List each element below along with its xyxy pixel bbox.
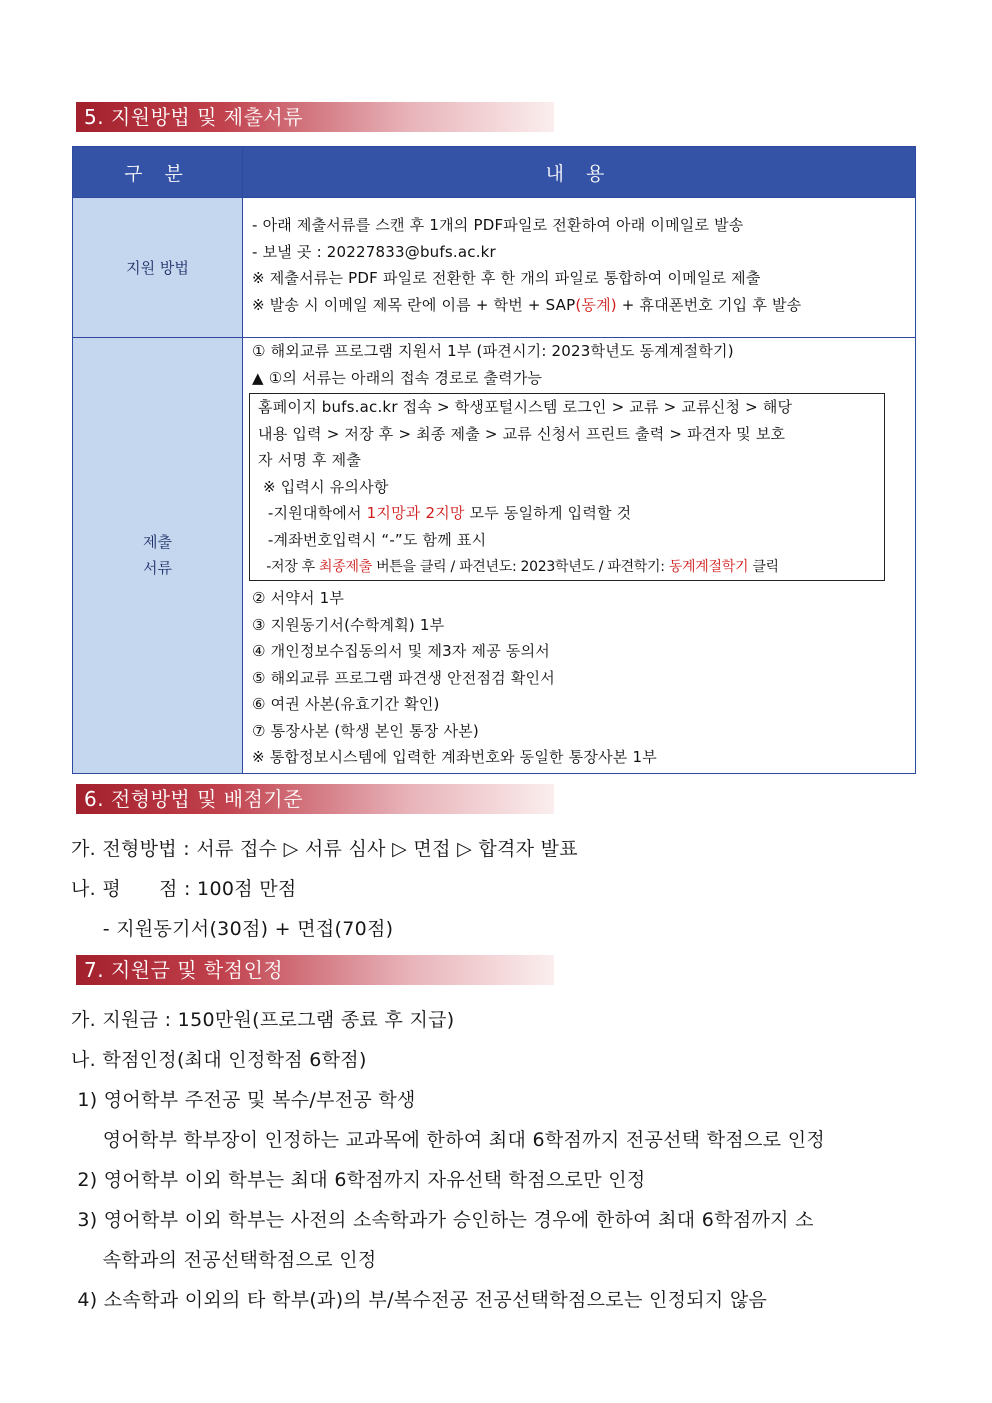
section-7-line-6: 3) 영어학부 이외 학부는 사전의 소속학과가 승인하는 경우에 한하여 최대 6학점까지 소 xyxy=(71,1209,814,1231)
method-line-1: - 아래 제출서류를 스캔 후 1개의 PDF파일로 전환하여 아래 이메일로 발송 xyxy=(252,216,744,234)
table-header-row xyxy=(73,147,916,198)
input-note-1-highlight: 1지망과 2지망 xyxy=(366,504,465,523)
header-category: 구 분 xyxy=(73,147,243,198)
section-7-line-7: 속학과의 전공선택학점으로 인정 xyxy=(71,1249,377,1271)
section-7-line-4: 영어학부 학부장이 인정하는 교과목에 한하여 최대 6학점까지 전공선택 학점으로 인정 xyxy=(71,1129,826,1151)
input-note-3-part-c: 클릭 xyxy=(748,558,779,575)
method-line-4-highlight: (동계) xyxy=(575,295,617,314)
input-note-3-part-b: 버튼을 클릭 / 파견년도: 2023학년도 / 파견학기: xyxy=(371,558,669,575)
row-label-method: 지원 방법 xyxy=(73,198,243,338)
method-line-4-part-a: ※ 발송 시 이메일 제목 란에 이름 + 학번 + SAP xyxy=(252,295,576,314)
input-note-3-highlight-2: 동계계절학기 xyxy=(668,558,749,575)
document-item-3: ③ 지원동기서(수학계획) 1부 xyxy=(252,615,445,634)
method-line-3: ※ 제출서류는 PDF 파일로 전환한 후 한 개의 파일로 통합하여 이메일로 제출 xyxy=(252,269,761,287)
section-6-line-3: - 지원동기서(30점) + 면접(70점) xyxy=(71,918,394,940)
document-item-7: ⑦ 통장사본 (학생 본인 통장 사본) xyxy=(252,721,479,740)
section-7-line-8: 4) 소속학과 이외의 타 학부(과)의 부/복수전공 전공선택학점으로는 인정되지 않음 xyxy=(71,1289,768,1311)
access-path-line-2: 내용 입력 > 저장 후 > 최종 제출 > 교류 신청서 프린트 출력 > 파견자 및 보호 xyxy=(258,424,786,443)
section-5-heading: 5. 지원방법 및 제출서류 xyxy=(76,102,554,132)
document-item-1-note: ▲ ①의 서류는 아래의 접속 경로로 출력가능 xyxy=(252,368,543,387)
document-item-6: ⑥ 여권 사본(유효기간 확인) xyxy=(252,695,440,714)
method-line-4 xyxy=(252,292,907,319)
access-path-box xyxy=(249,393,885,581)
input-note-1 xyxy=(258,500,880,527)
access-path-line-3: 자 서명 후 제출 xyxy=(258,451,362,470)
table-row-method xyxy=(73,198,916,338)
document-item-2: ② 서약서 1부 xyxy=(252,589,345,608)
table-row-documents xyxy=(73,338,916,774)
row-content-documents xyxy=(243,338,916,774)
input-note-1-part-a: -지원대학에서 xyxy=(258,504,367,523)
access-path-line-1: 홈페이지 bufs.ac.kr 접속 > 학생포털시스템 로그인 > 교류 > 교류신청 > 해당 xyxy=(258,398,793,416)
documents-label-line-2: 서류 xyxy=(143,559,172,578)
document-item-7-note: ※ 통합정보시스템에 입력한 계좌번호와 동일한 통장사본 1부 xyxy=(252,748,657,767)
method-line-4-part-b: + 휴대폰번호 기입 후 발송 xyxy=(616,295,802,314)
method-line-2: - 보낼 곳 : 20227833@bufs.ac.kr xyxy=(252,242,496,261)
section-7-line-2: 나. 학점인정(최대 인정학점 6학점) xyxy=(71,1049,367,1071)
input-notes-heading: ※ 입력시 유의사항 xyxy=(258,477,389,496)
document-item-4: ④ 개인정보수집동의서 및 제3자 제공 동의서 xyxy=(252,642,550,661)
section-7-heading: 7. 지원금 및 학점인정 xyxy=(76,955,554,985)
document-item-1: ① 해외교류 프로그램 지원서 1부 (파견시기: 2023학년도 동계계절학기) xyxy=(252,342,734,360)
documents-label-line-1: 제출 xyxy=(143,533,172,552)
input-note-3-part-a: -저장 후 xyxy=(258,558,320,575)
document-item-5: ⑤ 해외교류 프로그램 파견생 안전점검 확인서 xyxy=(252,668,555,687)
section-6-line-1: 가. 전형방법 : 서류 접수 ▷ 서류 심사 ▷ 면접 ▷ 합격자 발표 xyxy=(71,838,578,860)
input-note-3 xyxy=(258,554,880,581)
row-label-documents xyxy=(73,338,243,774)
row-content-method xyxy=(243,198,916,338)
section-6-heading: 6. 전형방법 및 배점기준 xyxy=(76,784,554,814)
input-note-2: -계좌번호입력시 “-”도 함께 표시 xyxy=(258,530,487,549)
application-table xyxy=(72,146,916,774)
input-note-3-highlight-1: 최종제출 xyxy=(319,558,372,575)
section-7-line-1: 가. 지원금 : 150만원(프로그램 종료 후 지급) xyxy=(71,1009,455,1031)
header-content: 내 용 xyxy=(243,147,916,198)
input-note-1-part-b: 모두 동일하게 입력할 것 xyxy=(464,504,632,523)
section-7-line-5: 2) 영어학부 이외 학부는 최대 6학점까지 자유선택 학점으로만 인정 xyxy=(71,1169,646,1191)
section-6-line-2: 나. 평 점 : 100점 만점 xyxy=(71,878,297,900)
section-7-line-3: 1) 영어학부 주전공 및 복수/부전공 학생 xyxy=(71,1089,416,1111)
